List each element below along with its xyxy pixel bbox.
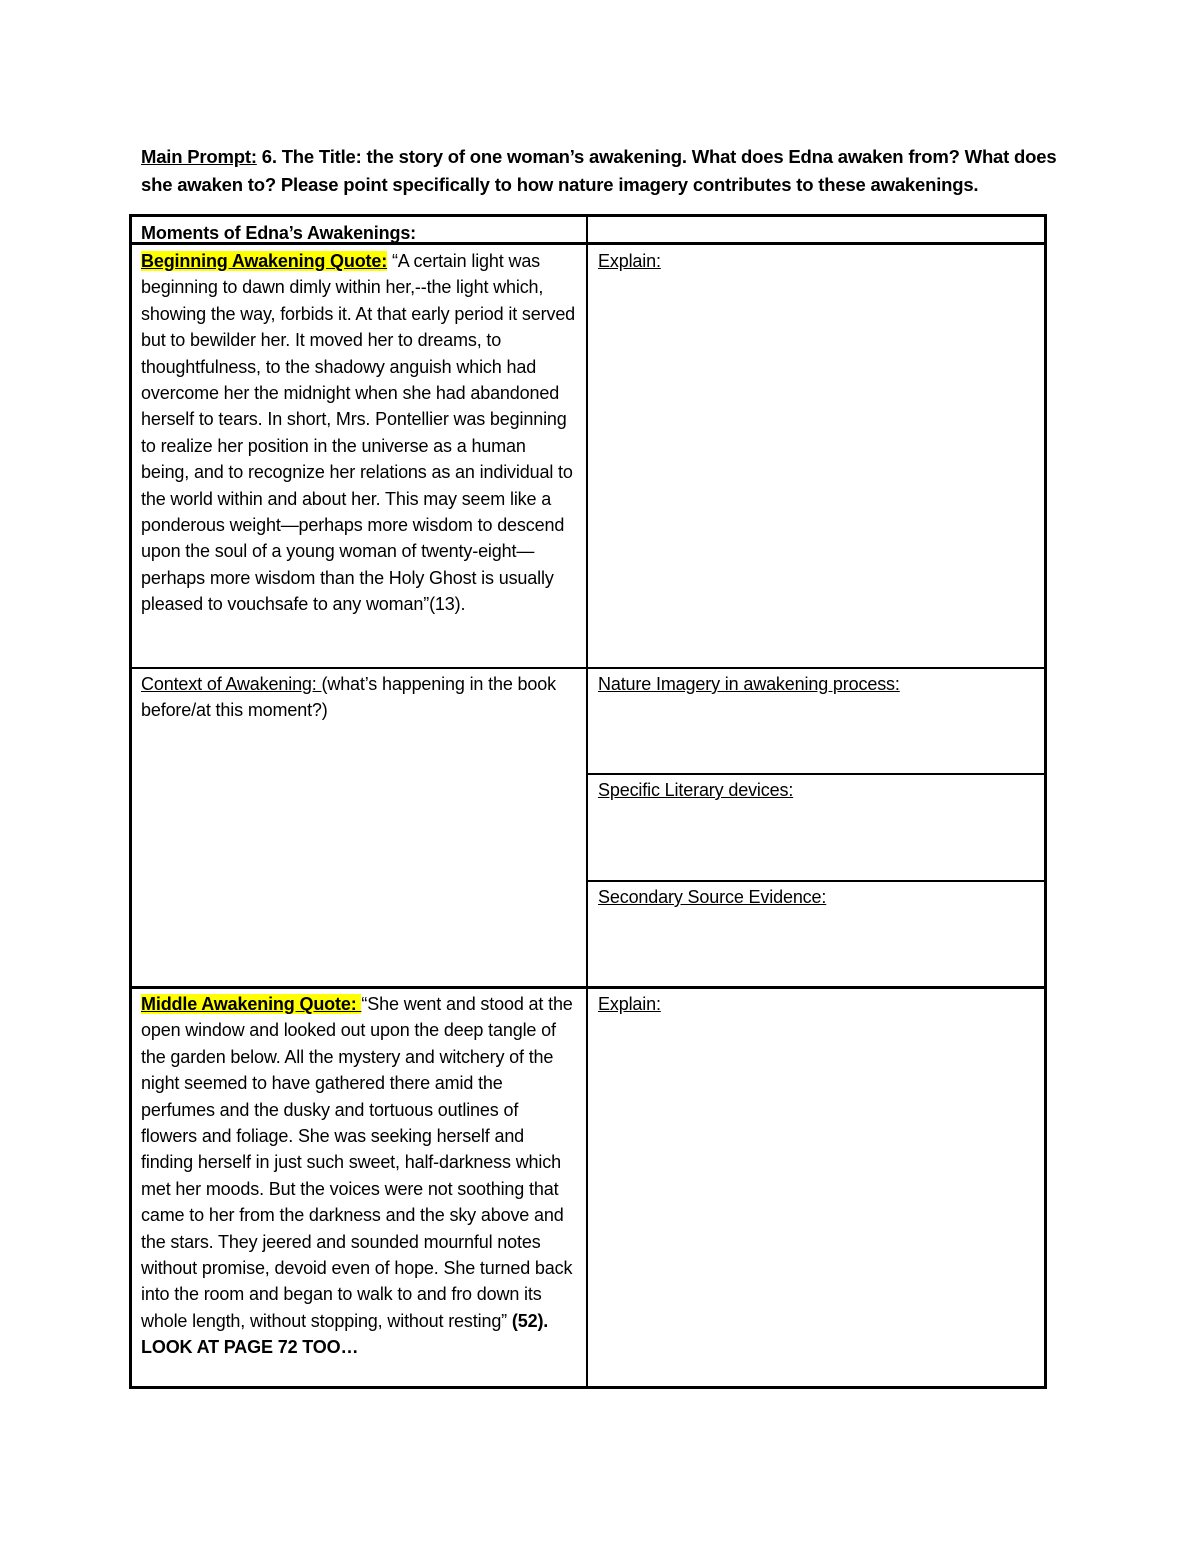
row-divider-beginning [132, 667, 1044, 669]
beginning-quote-text: “A certain light was beginning to dawn dimly within her,--the light which, showing the way, forbids it. At that early period it served but to bewilder her. It moved her to dreams, to thoughtfulness, to the shadowy anguish which had overcome her the midnight when she had abandoned herself to tears. In short, Mrs. Pontellier was beginning to realize her position in the universe as a human being, and to recognize her relations as an individual to the world within and about her. This may seem like a ponderous weight—perhaps more wisdom to descend upon the soul of a young woman of twenty-eight—perhaps more wisdom than the Holy Ghost is usually pleased to vouchsafe to any woman”(13). [141, 251, 576, 615]
middle-explain-label: Explain: [598, 994, 661, 1014]
middle-page-ref: (52). LOOK AT PAGE 72 TOO… [141, 1310, 549, 1358]
beginning-quote-label: Beginning Awakening Quote: [141, 251, 388, 271]
nature-imagery-label: Nature Imagery in awakening process: [598, 674, 900, 694]
context-label: Context of Awakening: [141, 674, 322, 694]
middle-quote-text: “She went and stood at the open window and looked out upon the deep tangle of the garden below. All the mystery and witchery of the night seemed to have gathered there amid the perfumes and the dusky and tortuous outlines of flowers and foliage. She was seeking herself and finding herself in just such sweet, half-darkness which met her moods. But the voices were not soothing that came to her from the darkness and the sky above and the stars. They jeered and sounded mournful notes without promise, devoid even of hope. She turned back into the room and began to walk to and fro down its whole length, without stopping, without resting” [141, 994, 573, 1331]
literary-devices-label: Specific Literary devices: [598, 780, 794, 800]
middle-quote-label: Middle Awakening Quote: [141, 994, 362, 1014]
secondary-source-label: Secondary Source Evidence: [598, 887, 827, 907]
header-moments: Moments of Edna’s Awakenings: [141, 223, 417, 243]
awakenings-table [129, 214, 1047, 1389]
main-prompt [141, 143, 1061, 199]
column-divider [586, 217, 588, 1386]
beginning-quote-cell [141, 248, 577, 618]
context-text: (what’s happening in the book before/at this moment?) [141, 674, 556, 721]
row-divider-context [132, 986, 1044, 989]
main-prompt-text: 6. The Title: the story of one woman’s awakening. What does Edna awaken from? What does she awaken to? Please point specifically to how nature imagery contributes to these awakenings. [141, 146, 1057, 195]
beginning-explain-label: Explain: [598, 251, 661, 271]
row-divider-devices [587, 880, 1044, 882]
middle-quote-cell [141, 991, 577, 1361]
main-prompt-label: Main Prompt: [141, 146, 257, 167]
row-divider-nature [587, 773, 1044, 775]
context-cell [141, 671, 577, 724]
